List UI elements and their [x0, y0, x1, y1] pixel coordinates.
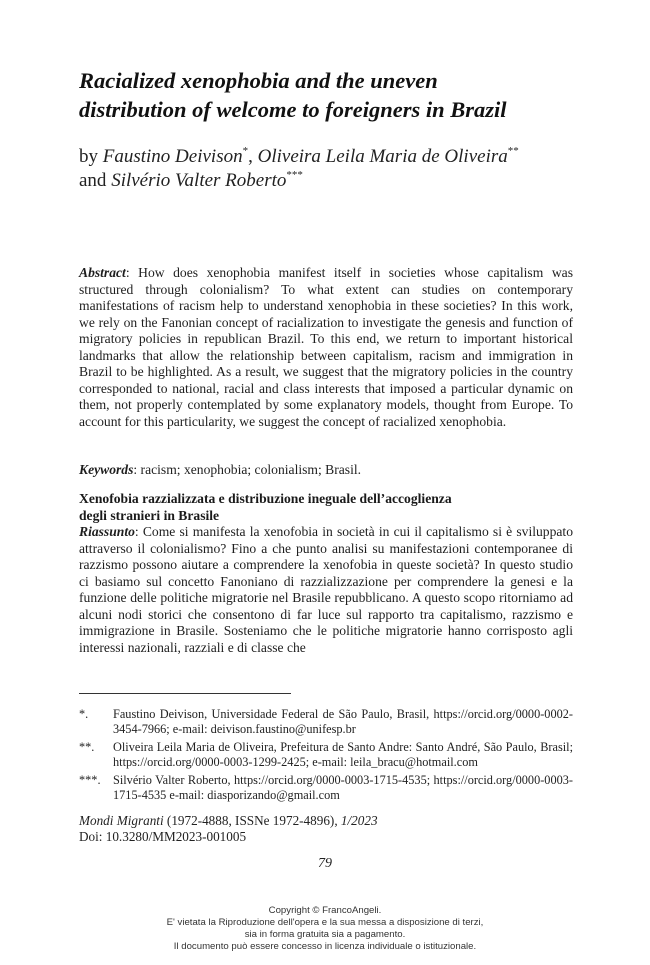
journal-issue: 1/2023: [340, 813, 378, 828]
footnotes: [79, 707, 573, 806]
keywords-line: [79, 462, 573, 479]
byline-and: and: [79, 170, 112, 191]
byline-separator: ,: [248, 146, 258, 167]
copyright-line-1: Copyright © FrancoAngeli.: [268, 905, 382, 916]
article-title: [79, 66, 579, 124]
footnote-mark: *.: [79, 707, 89, 721]
author-2: Oliveira Leila Maria de Oliveira: [257, 146, 508, 167]
footnote-item: [79, 740, 573, 770]
keywords-text: : racism; xenophobia; colonialism; Brasil.: [133, 462, 362, 477]
riassunto-label: Riassunto: [79, 524, 135, 539]
footnote-item: [79, 707, 573, 737]
copyright-line-3: sia in forma gratuita sia a pagamento.: [244, 929, 406, 940]
copyright-notice: [0, 905, 650, 953]
journal-line: [79, 813, 573, 829]
page-number: 79: [318, 856, 332, 871]
author-3: Silvério Valter Roberto: [111, 170, 287, 191]
footnote-text: Oliveira Leila Maria de Oliveira, Prefeitura de Santo Andre: Santo André, São Paulo, Brasil; https://orcid.org/0000-0003-1299-2425; e-mail: leila_bracu@hotmail.com: [113, 740, 573, 769]
italian-title-line-2: degli stranieri in Brasile: [79, 507, 220, 523]
footnote-item: [79, 773, 573, 803]
abstract-label: Abstract: [79, 265, 126, 280]
journal-doi: Doi: 10.3280/MM2023-001005: [79, 829, 247, 844]
author-1: Faustino Deivison: [102, 146, 243, 167]
italian-title-line-1: Xenofobia razzializzata e distribuzione ineguale dell’accoglienza: [79, 491, 452, 506]
footnote-mark: **.: [79, 740, 95, 754]
riassunto-paragraph: [79, 524, 573, 656]
title-line-1: Racialized xenophobia and the uneven: [79, 68, 438, 93]
journal-name: Mondi Migranti: [79, 813, 164, 828]
byline-line-2: [79, 169, 579, 193]
italian-title: [79, 491, 573, 524]
riassunto-text: : Come si manifesta la xenofobia in società in cui il capitalismo si è sviluppato attraverso il colonialismo? Fino a che punto analisi su manifestazioni contemporanee di razzismo possono aiutare a comprendere la xenofobia in queste società? In questo studio ci basiamo sul concetto Fanoniano di razzializzazione per comprendere la genesi e la funzione delle politiche migratorie nel Brasile repubblicano. A questo scopo ritorniamo ad alcuni nodi storici che consentono di far luce sul rapporto tra capitalismo, razzismo e immigrazione in Brasile. Sosteniamo che le politiche migratorie hanno corrisposto agli interessi nazionali, razziali e di classe che: [79, 524, 573, 655]
author-2-footnote-mark: **: [507, 145, 519, 157]
journal-issn: (1972-4888, ISSNe 1972-4896),: [163, 813, 341, 828]
byline-line-1: [79, 145, 579, 169]
abstract-text: : How does xenophobia manifest itself in societies whose capitalism was structured through colonialism? To what extent can studies on contemporary manifestations of racism help to understand xenophobia in these societies? In this work, we rely on the Fanonian concept of racialization to investigate the genesis and function of migratory policies in republican Brazil. To this end, we return to important historical landmarks that allow the relationship between capitalism, racism and immigration in Brazil to be highlighted. As a result, we suggest that the migratory policies in the country corresponded to national, racial and class interests that imposed a particular dynamic on them, not properly contemplated by some explanatory models, thought from Europe. To account for this particularity, we suggest the concept of racialized xenophobia.: [79, 265, 573, 429]
title-line-2: distribution of welcome to foreigners in Brazil: [79, 97, 507, 122]
copyright-line-2: E' vietata la Riproduzione dell'opera e la sua messa a disposizione di terzi,: [166, 917, 484, 928]
footnote-divider: [79, 693, 291, 694]
footnote-text: Faustino Deivison, Universidade Federal de São Paulo, Brasil, https://orcid.org/0000-0002-3454-7966; e-mail: deivison.faustino@unifesp.br: [113, 707, 573, 736]
author-3-footnote-mark: ***: [286, 169, 303, 181]
abstract-paragraph: [79, 265, 573, 430]
footnote-text: Silvério Valter Roberto, https://orcid.org/0000-0003-1715-4535; https://orcid.org/0000-0003-1715-4535 e-mail: diasporizando@gmail.com: [113, 773, 573, 802]
footnote-mark: ***.: [79, 773, 101, 787]
author-1-footnote-mark: *: [242, 145, 249, 157]
byline-prefix: by: [79, 146, 103, 167]
author-byline: [79, 145, 579, 193]
journal-citation: [79, 813, 573, 845]
keywords-label: Keywords: [79, 462, 134, 477]
copyright-line-4: Il documento può essere concesso in licenza individuale o istituzionale.: [173, 941, 477, 952]
